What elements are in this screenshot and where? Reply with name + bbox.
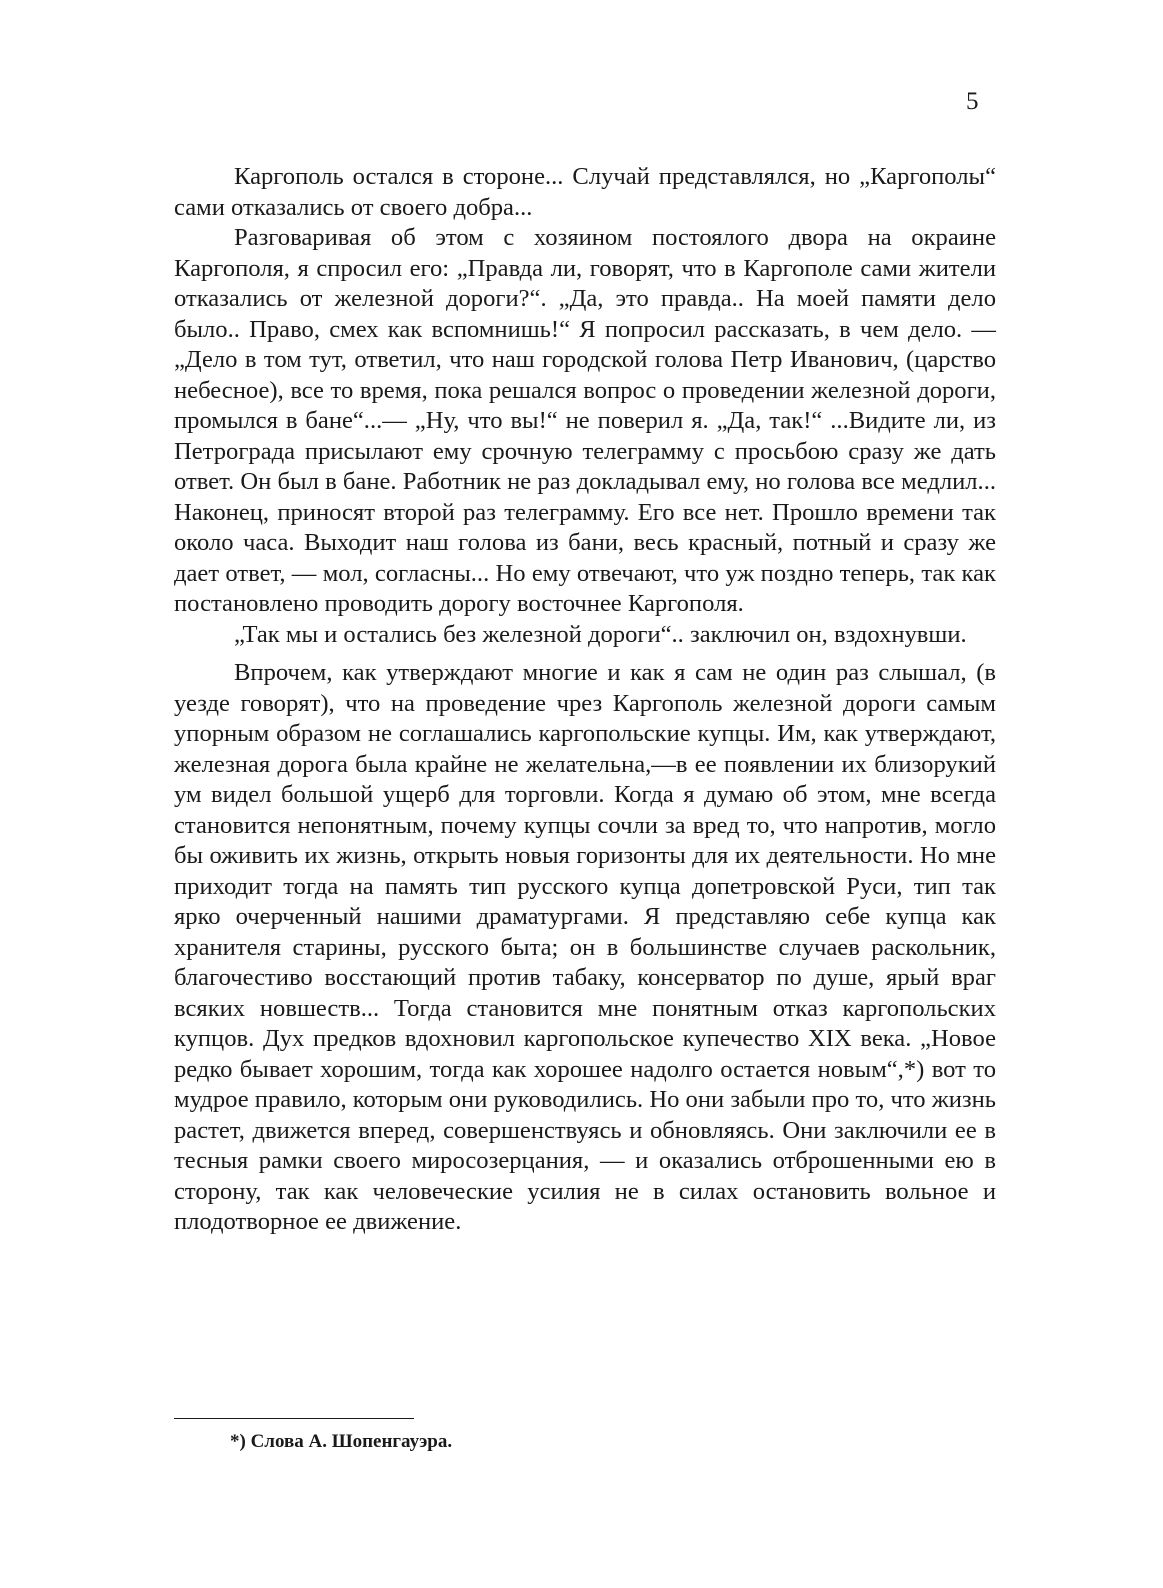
paragraph-2: Разговаривая об этом с хозяином постоялого двора на окраине Каргополя, я спросил его: „Правда ли, говорят, что в Каргополе сами жители отказались от железной дороги?“. „Да, это правда.. На моей памяти дело было.. Право, смех как вспомнишь!“ Я попросил рассказать, в чем дело. — „Дело в том тут, ответил, что наш городской голова Петр Иванович, (царство небесное), все то время, пока решался вопрос о проведении железной дороги, промылся в бане“...— „Ну, что вы!“ не поверил я. „Да, так!“ ...Видите ли, из Петрограда присылают ему срочную телеграмму с просьбою сразу же дать ответ. Он был в бане. Работник не раз докладывал ему, но голова все медлил... Наконец, приносят второй раз телеграмму. Его все нет. Прошло времени так около часа. Выходит наш голова из бани, весь красный, потный и сразу же дает ответ, — мол, согласны... Но ему отвечают, что уж поздно теперь, так как постановлено проводить дорогу восточнее Каргополя. xyxy=(174,224,996,617)
page-number: 5 xyxy=(966,88,979,115)
body-text xyxy=(174,162,996,1238)
footnote-rule xyxy=(174,1418,414,1419)
paragraph-3: „Так мы и остались без железной дороги“.. заключил он, вздохнувши. xyxy=(234,620,967,648)
footnote: *) Слова А. Шопенгауэра. xyxy=(230,1431,453,1452)
paragraph-1: Каргополь остался в стороне... Случай представлялся, но „Каргополы“ сами отказались от своего добра... xyxy=(174,163,996,221)
paragraph-4: Впрочем, как утверждают многие и как я сам не один раз слышал, (в уезде говорят), что на проведение чрез Каргополь железной дороги самым упорным образом не соглашались каргопольские купцы. Им, как утверждают, железная дорога была крайне не желательна,—в ее появлении их близорукий ум видел большой ущерб для торговли. Когда я думаю об этом, мне всегда становится непонятным, почему купцы сочли за вред то, что напротив, могло бы оживить их жизнь, открыть новыя горизонты для их деятельности. Но мне приходит тогда на память тип русского купца допетровской Руси, тип так ярко очерченный нашими драматургами. Я представляю себе купца как хранителя старины, русского быта; он в большинстве случаев раскольник, благочестиво восстающий против табаку, консерватор по душе, ярый враг всяких новшеств... Тогда становится мне понятным отказ каргопольских купцов. Дух предков вдохновил каргопольское купечество XIX века. „Новое редко бывает хорошим, тогда как хорошее надолго остается новым“,*) вот то мудрое правило, которым они руководились. Но они забыли про то, что жизнь растет, движется вперед, совершенствуясь и обновляясь. Они заключили ее в тесныя рамки своего миросозерцания, — и оказались отброшенными ею в сторону, так как человеческие усилия не в силах остановить вольное и плодотворное ее движение. xyxy=(174,659,996,1235)
